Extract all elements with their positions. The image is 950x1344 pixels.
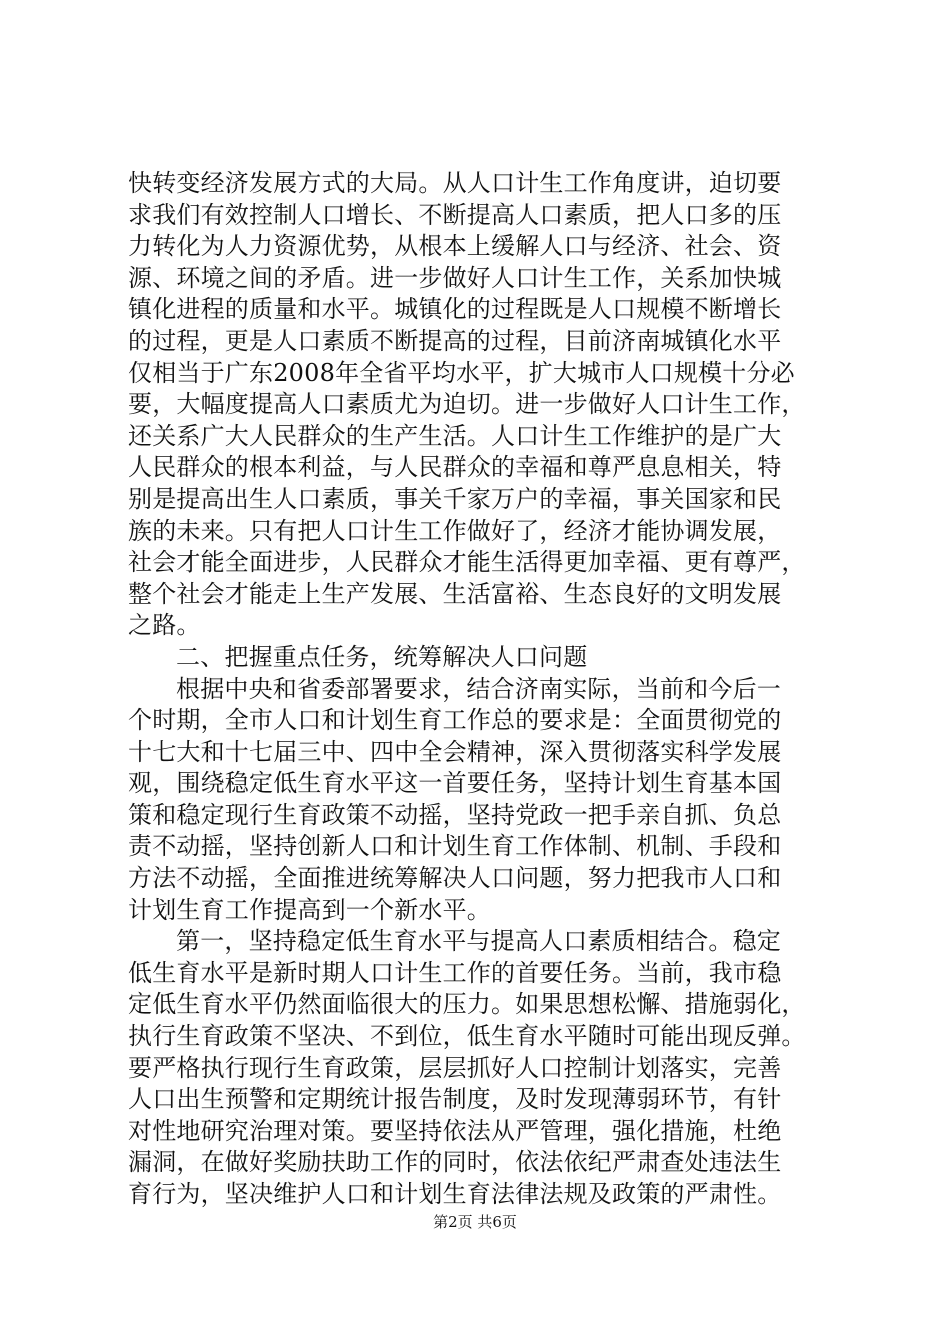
text-line: 人口出生预警和定期统计报告制度，及时发现薄弱环节，有针 xyxy=(128,1085,782,1114)
text-line: 整个社会才能走上生产发展、生活富裕、生态良好的文明发展 xyxy=(128,579,782,608)
text-line: 观，围绕稳定低生育水平这一首要任务，坚持计划生育基本国 xyxy=(128,769,782,798)
text-line: 执行生育政策不坚决、不到位，低生育水平随时可能出现反弹。 xyxy=(128,1022,806,1051)
text-line: 责不动摇，坚持创新人口和计划生育工作体制、机制、手段和 xyxy=(128,832,782,861)
text-line: 漏洞，在做好奖励扶助工作的同时，依法依纪严肃查处违法生 xyxy=(128,1148,782,1177)
text-line: 要，大幅度提高人口素质尤为迫切。进一步做好人口计生工作， xyxy=(128,390,806,419)
text-line: 计划生育工作提高到一个新水平。 xyxy=(128,895,491,924)
body-text xyxy=(128,168,828,1211)
text-line: 快转变经济发展方式的大局。从人口计生工作角度讲，迫切要 xyxy=(128,169,782,197)
text-line: 的过程，更是人口素质不断提高的过程，目前济南城镇化水平 xyxy=(128,326,782,355)
text-line: 族的未来。只有把人口计生工作做好了，经济才能协调发展， xyxy=(128,516,782,545)
text-line: 十七大和十七届三中、四中全会精神，深入贯彻落实科学发展 xyxy=(128,737,782,766)
text-line: 别是提高出生人口素质，事关千家万户的幸福，事关国家和民 xyxy=(128,484,782,513)
text-line: 对性地研究治理对策。要坚持依法从严管理，强化措施，杜绝 xyxy=(128,1116,782,1145)
page-footer: 第2页 共6页 xyxy=(433,1213,517,1231)
text-line: 育行为，坚决维护人口和计划生育法律法规及政策的严肃性。 xyxy=(128,1180,782,1208)
text-line: 求我们有效控制人口增长、不断提高人口素质，把人口多的压 xyxy=(128,200,782,229)
text-line: 之路。 xyxy=(128,611,201,640)
section-heading: 二、把握重点任务，统筹解决人口问题 xyxy=(176,642,588,671)
text-line: 仅相当于广东2008年全省平均水平，扩大城市人口规模十分必 xyxy=(128,358,795,387)
text-line: 策和稳定现行生育政策不动摇，坚持党政一把手亲自抓、负总 xyxy=(128,800,782,829)
text-line: 低生育水平是新时期人口计生工作的首要任务。当前，我市稳 xyxy=(128,958,782,987)
text-line: 力转化为人力资源优势，从根本上缓解人口与经济、社会、资 xyxy=(128,232,782,261)
text-line: 根据中央和省委部署要求，结合济南实际，当前和今后一 xyxy=(176,674,781,703)
text-line: 人民群众的根本利益，与人民群众的幸福和尊严息息相关，特 xyxy=(128,453,782,482)
text-line: 定低生育水平仍然面临很大的压力。如果思想松懈、措施弱化， xyxy=(128,990,806,1019)
text-line: 要严格执行现行生育政策，层层抓好人口控制计划落实，完善 xyxy=(128,1053,782,1082)
text-line: 个时期，全市人口和计划生育工作总的要求是：全面贯彻党的 xyxy=(128,706,782,735)
text-line: 源、环境之间的矛盾。进一步做好人口计生工作，关系加快城 xyxy=(128,263,782,292)
text-line: 镇化进程的质量和水平。城镇化的过程既是人口规模不断增长 xyxy=(128,295,782,324)
text-line: 社会才能全面进步，人民群众才能生活得更加幸福、更有尊严， xyxy=(128,548,806,577)
text-line: 还关系广大人民群众的生产生活。人口计生工作维护的是广大 xyxy=(128,421,782,450)
text-line: 方法不动摇，全面推进统筹解决人口问题，努力把我市人口和 xyxy=(128,864,782,893)
text-line: 第一，坚持稳定低生育水平与提高人口素质相结合。稳定 xyxy=(176,927,781,956)
